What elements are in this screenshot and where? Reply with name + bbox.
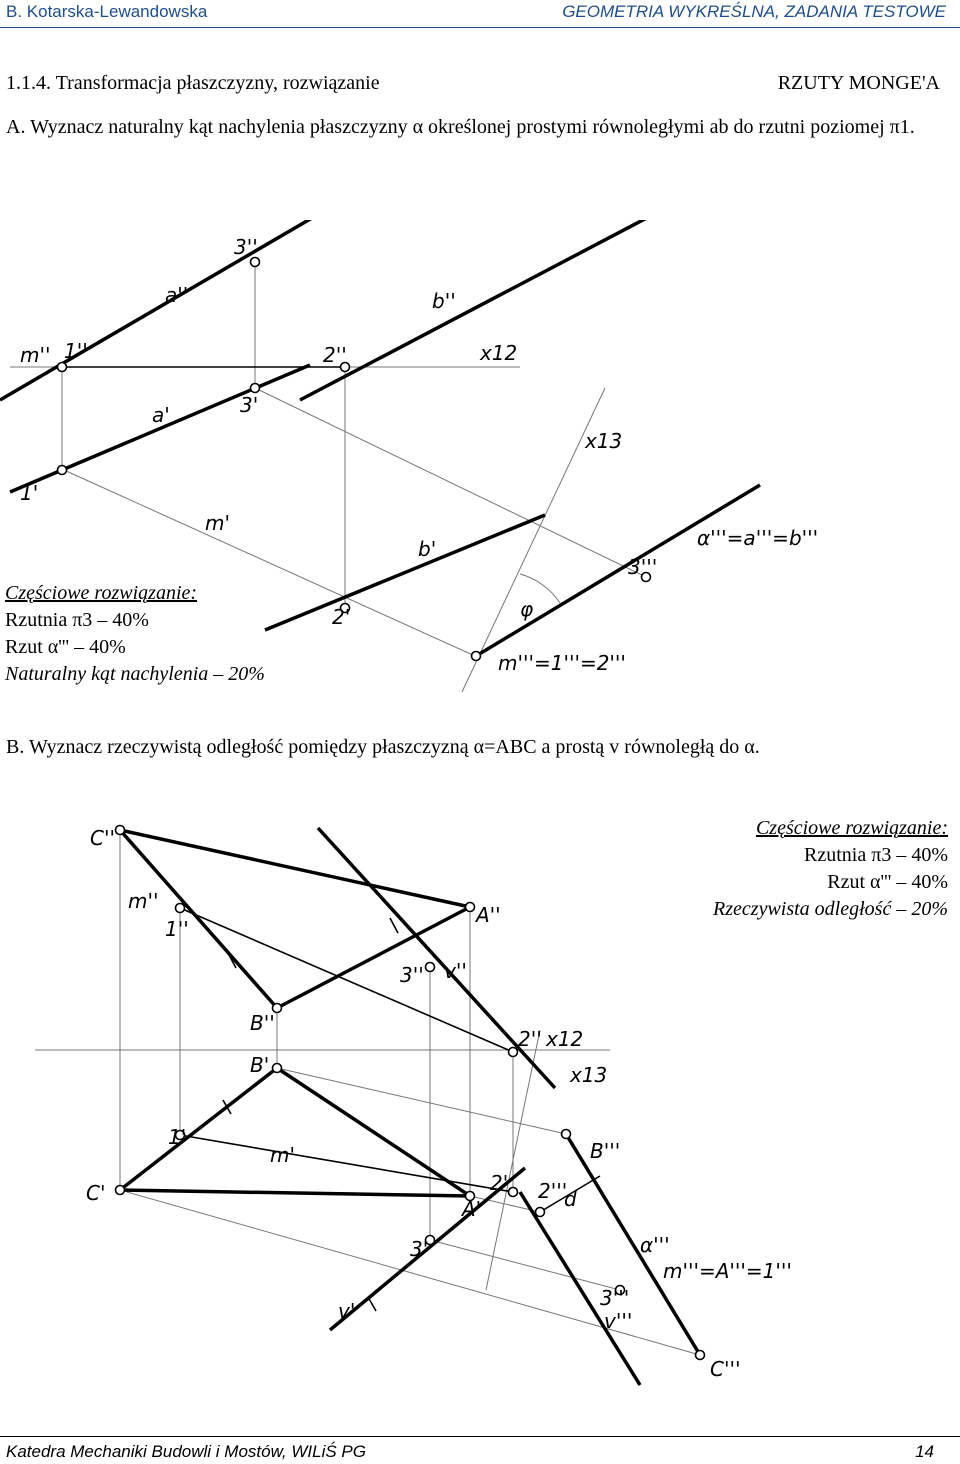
point-2-third <box>536 1208 545 1217</box>
point-1-horizontal <box>58 466 67 475</box>
label-1-vertical: 1'' <box>165 917 189 941</box>
alpha-third-projection <box>476 485 760 656</box>
section-title: 1.1.4. Transformacja płaszczyzny, rozwiązanie <box>6 72 380 94</box>
task-a-grading-line3: Naturalny kąt nachylenia – 20% <box>5 663 265 685</box>
point-2-vertical <box>509 1048 518 1057</box>
point-3-horizontal <box>251 384 260 393</box>
label-C-third: C''' <box>710 1357 741 1381</box>
label-2-horizontal: 2' <box>332 605 351 629</box>
label-b-horizontal: b' <box>418 537 437 561</box>
label-3-horizontal: 3' <box>410 1237 429 1261</box>
point-A-vertical <box>466 903 475 912</box>
transfer-line-3 <box>255 388 646 577</box>
label-m-vertical: m'' <box>128 889 159 913</box>
page-number: 14 <box>915 1442 934 1461</box>
label-C-vertical: C'' <box>90 826 115 850</box>
alpha-third-projection <box>566 1134 700 1355</box>
triangle-side-BA-horizontal <box>277 1068 470 1196</box>
label-m-third: m'''=1'''=2''' <box>498 651 626 675</box>
label-m-vertical: m'' <box>20 343 51 367</box>
label-C-horizontal: C' <box>86 1181 106 1205</box>
line-a-horizontal-projection <box>10 365 310 492</box>
triangle-side-BA-vertical <box>277 907 470 1008</box>
label-1-horizontal: 1' <box>168 1125 187 1149</box>
label-x13: x13 <box>570 1063 608 1087</box>
triangle-side-CA-horizontal <box>120 1190 470 1196</box>
point-1-vertical <box>58 363 67 372</box>
label-x13: x13 <box>585 429 623 453</box>
triangle-side-CB-vertical <box>120 830 277 1008</box>
label-m-horizontal: m' <box>270 1143 295 1167</box>
task-a-partial-title: Częściowe rozwiązanie: <box>5 582 198 604</box>
task-b-text: B. Wyznacz rzeczywistą odległość pomiędzy płaszczyzną α=ABC a prostą v równoległą do α. <box>6 736 760 758</box>
label-alpha-third: α''' <box>640 1233 670 1257</box>
header-course: GEOMETRIA WYKREŚLNA, ZADANIA TESTOWE <box>562 2 946 21</box>
point-2-horizontal <box>509 1188 518 1197</box>
task-b-partial-title: Częściowe rozwiązanie: <box>755 817 948 839</box>
label-2-vertical: 2'' <box>323 343 347 367</box>
section-topic: RZUTY MONGE'A <box>777 72 940 94</box>
label-v-horizontal: v' <box>338 1299 356 1323</box>
footer-institution: Katedra Mechaniki Budowli i Mostów, WILiŚ PG <box>6 1442 366 1461</box>
line-b-horizontal-projection <box>265 515 545 630</box>
point-B-horizontal <box>273 1064 282 1073</box>
label-phi: φ <box>520 597 534 621</box>
task-a-text: A. Wyznacz naturalny kąt nachylenia płaszczyzny α określonej prostymi równoległymi ab do rzutni poziomej π1. <box>6 116 915 138</box>
label-B-horizontal: B' <box>250 1053 270 1077</box>
label-alpha-third: α'''=a'''=b''' <box>697 526 819 550</box>
label-m-third: m'''=A'''=1''' <box>663 1259 792 1283</box>
line-b-vertical-projection <box>300 220 700 400</box>
label-a-vertical: a'' <box>165 283 189 307</box>
triangle-side-CA-vertical <box>120 830 470 907</box>
label-3-third: 3''' <box>600 1286 630 1310</box>
label-A-horizontal: A' <box>462 1197 482 1221</box>
label-v-vertical: v'' <box>444 959 467 983</box>
footer-rule <box>0 1436 960 1437</box>
label-B-vertical: B'' <box>250 1011 275 1035</box>
label-A-vertical: A'' <box>476 903 501 927</box>
task-a-grading-line1: Rzutnia π3 – 40% <box>5 609 149 631</box>
label-1-vertical: 1'' <box>64 339 88 363</box>
parallel-mark-4 <box>368 1297 376 1311</box>
page-footer <box>0 1430 960 1464</box>
line-m-horizontal-projection <box>180 1135 513 1192</box>
label-a-horizontal: a' <box>152 403 170 427</box>
task-b-grading-line2: Rzut α''' – 40% <box>827 871 948 893</box>
label-1-horizontal: 1' <box>20 481 39 505</box>
label-2-vertical: 2'' <box>518 1027 542 1051</box>
task-b-grading <box>713 815 948 923</box>
triangle-side-CB-horizontal <box>120 1068 277 1190</box>
label-m-horizontal: m' <box>205 511 230 535</box>
task-b-grading-line3: Rzeczywista odległość – 20% <box>713 898 948 920</box>
point-C-vertical <box>116 826 125 835</box>
task-a-grading-line2: Rzut α''' – 40% <box>5 636 126 658</box>
label-2-third: 2''' <box>538 1179 568 1203</box>
label-d: d <box>564 1187 577 1211</box>
task-b-grading-line1: Rzutnia π3 – 40% <box>804 844 948 866</box>
task-a-grading <box>5 580 265 688</box>
point-3-vertical <box>426 963 435 972</box>
header-author: B. Kotarska-Lewandowska <box>6 2 208 21</box>
label-3-vertical: 3'' <box>400 963 424 987</box>
label-x12: x12 <box>546 1027 584 1051</box>
point-m-third <box>472 652 481 661</box>
point-C-horizontal <box>116 1186 125 1195</box>
point-1-vertical <box>176 904 185 913</box>
page-header <box>0 0 960 30</box>
label-b-vertical: b'' <box>432 289 456 313</box>
header-rule <box>0 27 960 28</box>
label-2-horizontal: 2' <box>490 1171 509 1195</box>
label-B-third: B''' <box>590 1139 621 1163</box>
parallel-mark-2 <box>390 918 398 933</box>
label-3-horizontal: 3' <box>240 393 259 417</box>
label-x12: x12 <box>480 341 518 365</box>
point-C-third <box>696 1351 705 1360</box>
transfer-line-3 <box>430 1240 620 1290</box>
point-B-third <box>562 1130 571 1139</box>
label-3-vertical: 3'' <box>234 235 258 259</box>
label-3-third: 3''' <box>628 555 658 579</box>
transfer-line-B <box>277 1068 566 1134</box>
label-v-third: v''' <box>604 1309 633 1333</box>
line-a-vertical-projection <box>0 220 360 400</box>
